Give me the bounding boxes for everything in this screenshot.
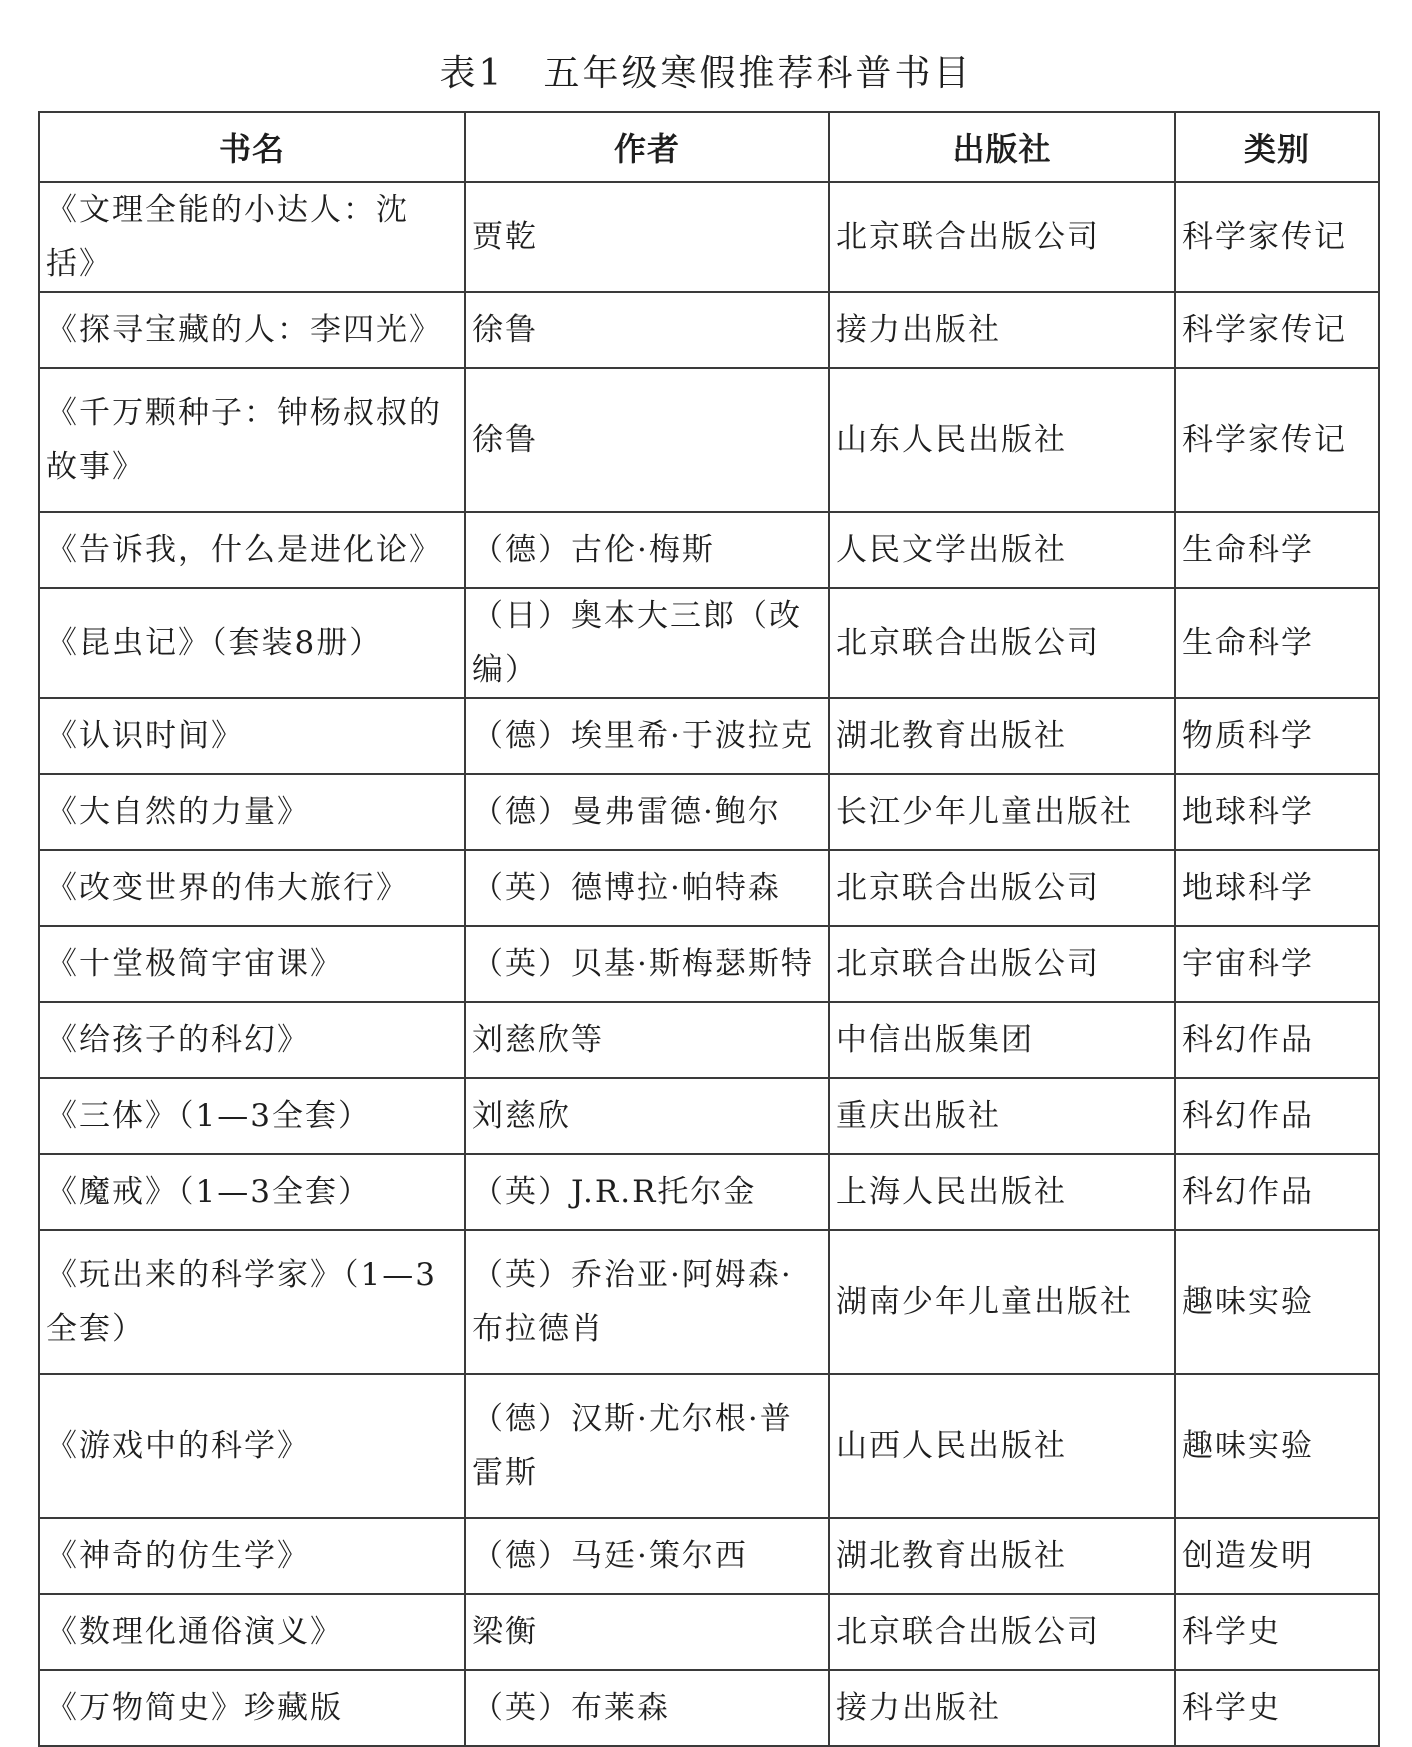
publisher-cell: 接力出版社 <box>829 1670 1175 1746</box>
publisher-cell: 山西人民出版社 <box>829 1374 1175 1518</box>
table-row <box>39 1002 1379 1078</box>
publisher-cell: 上海人民出版社 <box>829 1154 1175 1230</box>
author-cell: （德）埃里希·于波拉克 <box>465 698 829 774</box>
table-row <box>39 698 1379 774</box>
author-cell: 刘慈欣等 <box>465 1002 829 1078</box>
author-cell: （德）古伦·梅斯 <box>465 512 829 588</box>
category-cell: 生命科学 <box>1175 588 1379 698</box>
category-cell: 创造发明 <box>1175 1518 1379 1594</box>
table-row <box>39 1374 1379 1518</box>
publisher-cell: 湖北教育出版社 <box>829 1518 1175 1594</box>
author-cell: （英）J.R.R托尔金 <box>465 1154 829 1230</box>
column-header-author: 作者 <box>465 112 829 182</box>
category-cell: 科幻作品 <box>1175 1078 1379 1154</box>
publisher-cell: 山东人民出版社 <box>829 368 1175 512</box>
column-header-publisher: 出版社 <box>829 112 1175 182</box>
book-title-cell: 《认识时间》 <box>39 698 465 774</box>
book-title-cell: 《十堂极简宇宙课》 <box>39 926 465 1002</box>
table-row <box>39 588 1379 698</box>
publisher-cell: 长江少年儿童出版社 <box>829 774 1175 850</box>
table-row <box>39 926 1379 1002</box>
book-title-cell: 《告诉我，什么是进化论》 <box>39 512 465 588</box>
publisher-cell: 重庆出版社 <box>829 1078 1175 1154</box>
table-row <box>39 292 1379 368</box>
publisher-cell: 接力出版社 <box>829 292 1175 368</box>
book-list-table <box>38 111 1380 1747</box>
book-title-cell: 《游戏中的科学》 <box>39 1374 465 1518</box>
table-row <box>39 1594 1379 1670</box>
author-cell: 贾乾 <box>465 182 829 292</box>
table-row <box>39 1078 1379 1154</box>
book-title-cell: 《数理化通俗演义》 <box>39 1594 465 1670</box>
category-cell: 科学家传记 <box>1175 368 1379 512</box>
author-cell: （英）贝基·斯梅瑟斯特 <box>465 926 829 1002</box>
author-cell: 徐鲁 <box>465 368 829 512</box>
category-cell: 地球科学 <box>1175 774 1379 850</box>
book-title-cell: 《昆虫记》（套装8册） <box>39 588 465 698</box>
category-cell: 地球科学 <box>1175 850 1379 926</box>
author-cell: 刘慈欣 <box>465 1078 829 1154</box>
author-cell: （英）布莱森 <box>465 1670 829 1746</box>
book-title-cell: 《万物简史》珍藏版 <box>39 1670 465 1746</box>
book-title-cell: 《改变世界的伟大旅行》 <box>39 850 465 926</box>
author-cell: 徐鲁 <box>465 292 829 368</box>
book-title-cell: 《玩出来的科学家》（1—3全套） <box>39 1230 465 1374</box>
category-cell: 物质科学 <box>1175 698 1379 774</box>
table-header-row <box>39 112 1379 182</box>
book-title-cell: 《三体》（1—3全套） <box>39 1078 465 1154</box>
author-cell: （德）曼弗雷德·鲍尔 <box>465 774 829 850</box>
book-title-cell: 《魔戒》（1—3全套） <box>39 1154 465 1230</box>
category-cell: 趣味实验 <box>1175 1230 1379 1374</box>
author-cell: （英）乔治亚·阿姆森·布拉德肖 <box>465 1230 829 1374</box>
category-cell: 科幻作品 <box>1175 1002 1379 1078</box>
book-title-cell: 《大自然的力量》 <box>39 774 465 850</box>
table-row <box>39 512 1379 588</box>
book-title-cell: 《文理全能的小达人：沈括》 <box>39 182 465 292</box>
category-cell: 生命科学 <box>1175 512 1379 588</box>
publisher-cell: 北京联合出版公司 <box>829 588 1175 698</box>
author-cell: （德）马廷·策尔西 <box>465 1518 829 1594</box>
publisher-cell: 北京联合出版公司 <box>829 850 1175 926</box>
author-cell: （日）奥本大三郎（改编） <box>465 588 829 698</box>
table-row <box>39 1518 1379 1594</box>
category-cell: 科幻作品 <box>1175 1154 1379 1230</box>
book-title-cell: 《千万颗种子：钟杨叔叔的故事》 <box>39 368 465 512</box>
table-row <box>39 774 1379 850</box>
publisher-cell: 人民文学出版社 <box>829 512 1175 588</box>
table-row <box>39 182 1379 292</box>
category-cell: 科学史 <box>1175 1594 1379 1670</box>
category-cell: 科学史 <box>1175 1670 1379 1746</box>
author-cell: （英）德博拉·帕特森 <box>465 850 829 926</box>
table-row <box>39 850 1379 926</box>
book-title-cell: 《探寻宝藏的人：李四光》 <box>39 292 465 368</box>
publisher-cell: 中信出版集团 <box>829 1002 1175 1078</box>
category-cell: 科学家传记 <box>1175 292 1379 368</box>
table-caption: 表1 五年级寒假推荐科普书目 <box>439 53 973 94</box>
publisher-cell: 北京联合出版公司 <box>829 182 1175 292</box>
publisher-cell: 湖南少年儿童出版社 <box>829 1230 1175 1374</box>
category-cell: 科学家传记 <box>1175 182 1379 292</box>
book-title-cell: 《神奇的仿生学》 <box>39 1518 465 1594</box>
column-header-title: 书名 <box>39 112 465 182</box>
table-row <box>39 1154 1379 1230</box>
table-row <box>39 368 1379 512</box>
author-cell: 梁衡 <box>465 1594 829 1670</box>
book-title-cell: 《给孩子的科幻》 <box>39 1002 465 1078</box>
category-cell: 趣味实验 <box>1175 1374 1379 1518</box>
category-cell: 宇宙科学 <box>1175 926 1379 1002</box>
table-row <box>39 1670 1379 1746</box>
publisher-cell: 湖北教育出版社 <box>829 698 1175 774</box>
column-header-category: 类别 <box>1175 112 1379 182</box>
publisher-cell: 北京联合出版公司 <box>829 926 1175 1002</box>
author-cell: （德）汉斯·尤尔根·普雷斯 <box>465 1374 829 1518</box>
publisher-cell: 北京联合出版公司 <box>829 1594 1175 1670</box>
table-row <box>39 1230 1379 1374</box>
